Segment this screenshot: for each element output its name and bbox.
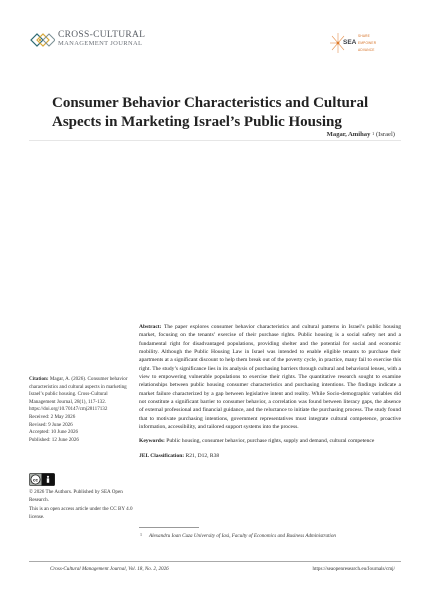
author-line <box>327 131 395 138</box>
abstract-column <box>139 323 401 460</box>
jel-label: JEL Classification: <box>139 452 185 459</box>
affiliation-footnote <box>140 532 336 539</box>
jel-text: R21, D12, R38 <box>185 452 220 459</box>
license-block <box>29 489 133 523</box>
accepted-date: Accepted: 10 June 2026 <box>29 429 79 436</box>
published-date: Published: 12 June 2026 <box>29 436 79 443</box>
footnote-text: Alexandru Ioan Cuza University of Iasi, Faculty of Economics and Business Administration <box>149 533 336 539</box>
abstract-text: The paper explores consumer behavior characteristics and cultural patterns in Israel’s public housing market, focusing on the tenants’ exercise of their purchase rights. Public housing is a social safety net and a fundamental right for disadvantaged populations, providing shelter and the potential for social and economic mobility. Although the Public Housing Law in Israel was intended to enable eligible tenants to purchase their apartments at a significant discount to help them break out of the poverty cycle, in practice, many fail to exercise this right. The study’s significance lies in its analysis of purchasing barriers through cultural and behavioral lenses, with a view to empowering vulnerable populations to exercise their rights. The quantitative research sought to examine relationships between public housing consumer characteristics and purchasing intentions. The findings indicate a market failure characterized by a gap between legislative intent and reality. While Socio-demographic variables did not constitute a significant barrier to consumer behavior, a correlation was found between literacy gaps, the absence of external professional and financial guidance, and the reluctance to initiate the purchasing process. The study found that to motivate purchasing intentions, government representatives must integrate cultural competence, proactive information, accessibility, and tailored support systems into the process. <box>139 324 401 431</box>
keywords-label: Keywords: <box>139 438 165 445</box>
journal-subtitle: MANAGEMENT JOURNAL <box>58 40 143 47</box>
cc-by-license-icon <box>29 473 55 486</box>
abstract-paragraph <box>139 323 401 431</box>
footnote-divider <box>139 527 199 528</box>
copyright-text: © 2026 The Authors. Published by SEA Open Research. <box>29 489 123 503</box>
citation-label: Citation: <box>29 376 49 382</box>
journal-name: CROSS-CULTURAL <box>58 30 146 40</box>
author-name: Magar, Amihay <box>326 131 371 138</box>
article-title: Consumer Behavior Characteristics and Cultural Aspects in Marketing Israel’s Public Housing <box>52 95 369 130</box>
citation-text: Magar, A. (2026). Consumer behavior characteristics and cultural aspects in marketing Israel’s public housing. Cross-Cultural Management Journal, 28(1), 117-132. https://doi.org/10.70147/cmj28117132 <box>29 376 128 413</box>
abstract-label: Abstract: <box>139 324 162 330</box>
svg-text:cc: cc <box>32 477 39 483</box>
publisher-word-advance: ADVANCE <box>358 48 375 52</box>
footer-journal-url[interactable]: https://seaopenresearch.eu/Journals/cmj/ <box>312 566 395 572</box>
author-country: (Israel) <box>375 131 395 138</box>
title-divider <box>29 140 401 141</box>
journal-logo-icon <box>29 30 55 50</box>
publisher-word-share: SHARE <box>358 34 370 38</box>
keywords-text: Public housing, consumer behavior, purchase rights, supply and demand, cultural competence <box>166 438 375 445</box>
open-access-text: This is an open access article under the CC BY 4.0 license. <box>29 506 133 520</box>
jel-paragraph <box>139 452 401 460</box>
footnote-marker: 1 <box>140 532 142 537</box>
publisher-word-empower: EMPOWER <box>358 41 377 45</box>
keywords-paragraph <box>139 437 401 445</box>
footer-divider <box>29 561 401 562</box>
citation-block <box>29 376 133 444</box>
author-affiliation-marker: 1 <box>372 131 375 136</box>
publisher-mark: SEA <box>343 39 357 46</box>
revised-date: Revised: 9 June 2026 <box>29 421 73 428</box>
received-date: Received: 2 May 2026 <box>29 413 76 420</box>
footer-journal-info: Cross-Cultural Management Journal, Vol. 18, No. 2, 2026 <box>50 566 169 572</box>
